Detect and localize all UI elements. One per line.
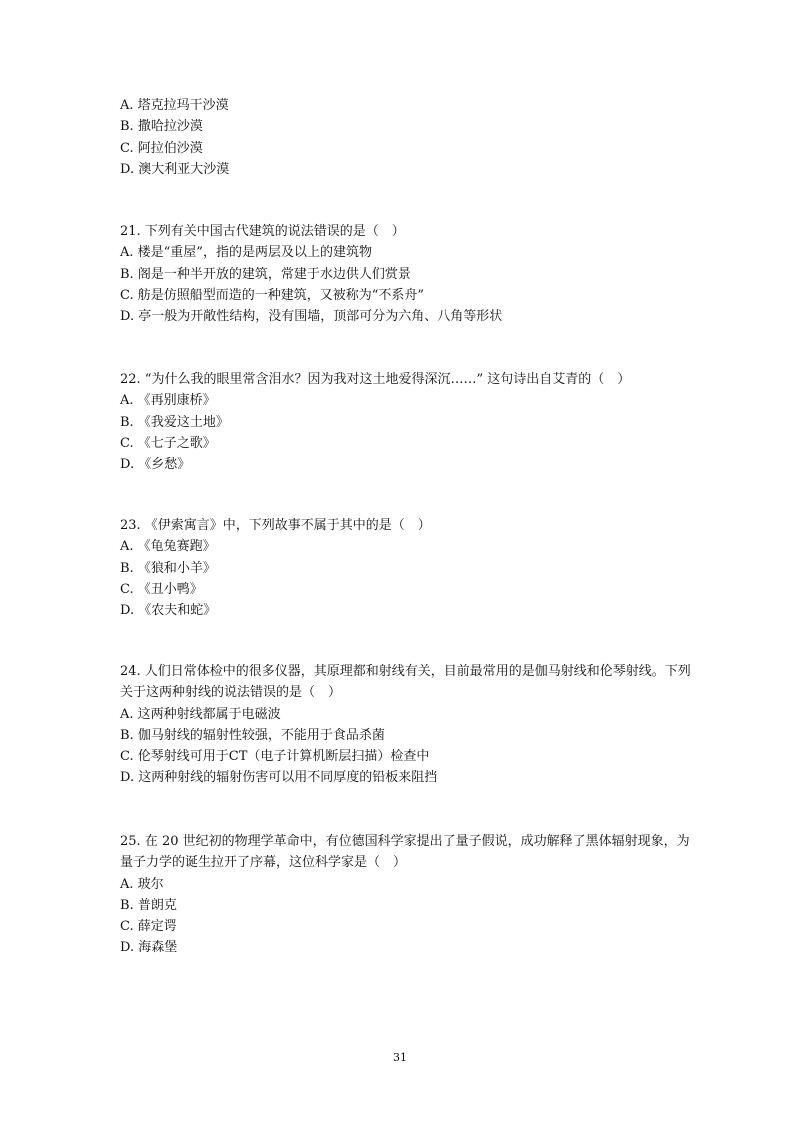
question-stem: 23. 《伊索寓言》中，下列故事不属于其中的是（ ） xyxy=(120,518,431,533)
option-c: C. 《七子之歌》 xyxy=(120,435,216,451)
question-23 xyxy=(120,515,700,621)
option-b: B. 阁是一种半开放的建筑，常建于水边供人们赏景 xyxy=(120,266,411,282)
option-b: B. 撒哈拉沙漠 xyxy=(120,119,203,135)
option-a: A. 玻尔 xyxy=(120,876,164,892)
option-list-q20 xyxy=(120,95,700,180)
option-d: D. 这两种射线的辐射伤害可以用不同厚度的铅板来阻挡 xyxy=(120,770,438,786)
option-a: A. 《再别康桥》 xyxy=(120,393,216,409)
option-c: C. 舫是仿照船型而造的一种建筑，又被称为“不系舟” xyxy=(120,287,425,303)
option-a: A. 《龟兔赛跑》 xyxy=(120,539,216,555)
question-25 xyxy=(120,831,700,959)
question-stem: 24. 人们日常体检中的很多仪器，其原理都和射线有关，目前最常用的是伽马射线和伦琴射线。下列关于这两种射线的说法错误的是（ ） xyxy=(120,664,691,701)
option-a: A. 楼是“重屋”，指的是两层及以上的建筑物 xyxy=(120,245,372,261)
option-d: D. 海森堡 xyxy=(120,940,178,956)
option-a: A. 塔克拉玛干沙漠 xyxy=(120,98,229,113)
option-c: C. 伦琴射线可用于CT（电子计算机断层扫描）检查中 xyxy=(120,749,430,765)
question-22 xyxy=(120,369,700,475)
option-d: D. 亭一般为开敞性结构，没有围墙，顶部可分为六角、八角等形状 xyxy=(120,309,503,325)
option-b: B. 普朗克 xyxy=(120,897,177,913)
option-b: B. 《我爱这土地》 xyxy=(120,414,229,430)
option-d: D. 《乡愁》 xyxy=(120,457,191,473)
question-24 xyxy=(120,661,700,789)
page-number: 31 xyxy=(393,1051,407,1064)
option-b: B. 伽马射线的辐射性较强，不能用于食品杀菌 xyxy=(120,727,385,743)
option-a: A. 这两种射线都属于电磁波 xyxy=(120,706,281,722)
option-d: D. 澳大利亚大沙漠 xyxy=(120,161,230,177)
question-stem: 25. 在 20 世纪初的物理学革命中，有位德国科学家提出了量子假说，成功解释了黑体辐射现象，为量子力学的诞生拉开了序幕，这位科学家是（ ） xyxy=(120,834,690,871)
option-c: C. 薛定谔 xyxy=(120,919,177,935)
question-stem: 22. “为什么我的眼里常含泪水？因为我对这土地爱得深沉……” 这句诗出自艾青的（ ） xyxy=(120,372,631,387)
option-c: C. 《丑小鸭》 xyxy=(120,581,203,597)
option-c: C. 阿拉伯沙漠 xyxy=(120,140,203,156)
question-21 xyxy=(120,221,700,327)
option-d: D. 《农夫和蛇》 xyxy=(120,603,217,619)
question-stem: 21. 下列有关中国古代建筑的说法错误的是（ ） xyxy=(120,224,405,239)
option-b: B. 《狼和小羊》 xyxy=(120,560,216,576)
